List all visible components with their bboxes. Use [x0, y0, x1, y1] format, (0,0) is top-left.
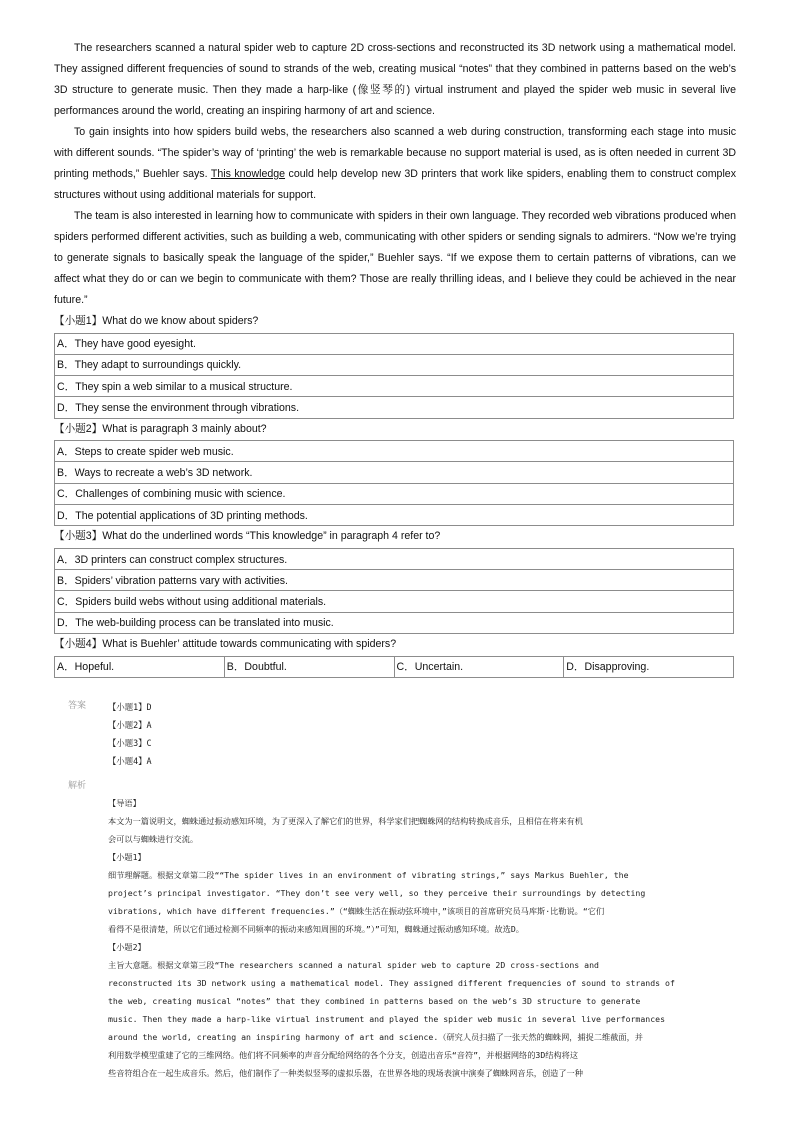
explanation-line: project’s principal investigator. “They don’t see very well, so they perceive their surroundings by detecting	[108, 888, 646, 898]
explanation-line: 看得不是很清楚，所以它们通过检测不同频率的振动来感知周围的环境。”）”可知，蜘蛛通过振动感知环境。故选D。	[108, 924, 524, 934]
explanation-line: music. Then they made a harp-like virtual instrument and played the spider web music in several live performances	[108, 1014, 666, 1024]
q3-option-d[interactable]: D．The web-building process can be translated into music.	[55, 612, 734, 633]
q1-option-a[interactable]: A．They have good eyesight.	[55, 333, 734, 354]
q4-option-c[interactable]: C．Uncertain.	[394, 656, 564, 677]
explanation-line: around the world, creating an inspiring harmony of art and science.（研究人员扫描了一张天然的蜘蛛网，捕捉二维截面，并	[108, 1032, 643, 1042]
q4-option-b[interactable]: B．Doubtful.	[224, 656, 394, 677]
answer-section	[68, 698, 728, 770]
passage-and-questions	[54, 38, 736, 678]
question-1-stem: 【小题1】What do we know about spiders?	[54, 315, 259, 327]
paragraph-2	[54, 122, 736, 206]
q3-option-b[interactable]: B．Spiders’ vibration patterns vary with activities.	[55, 570, 734, 591]
q4-option-a[interactable]: A．Hopeful.	[55, 656, 225, 677]
q1-option-d[interactable]: D．They sense the environment through vibrations.	[55, 397, 734, 418]
q2-option-b[interactable]: B．Ways to recreate a web’s 3D network.	[55, 462, 734, 483]
explanation-line: reconstructed its 3D network using a mathematical model. They assigned different frequencies of sound to strands of	[108, 978, 675, 988]
explanation-line: 【导语】	[108, 798, 141, 808]
explanation-line: vibrations, which have different frequencies.”（“蜘蛛生活在振动弦环境中，”该项目的首席研究员马库斯·比勒说。“它们	[108, 906, 605, 916]
q4-option-d[interactable]: D．Disapproving.	[564, 656, 734, 677]
answer-line: 【小题2】A	[108, 720, 152, 730]
q1-option-b[interactable]: B．They adapt to surroundings quickly.	[55, 354, 734, 375]
explanation-line: 利用数学模型重建了它的三维网络。他们将不同频率的声音分配给网络的各个分支，创造出音乐“音符”，并根据网络的3D结构将这	[108, 1050, 579, 1060]
q1-option-c[interactable]: C．They spin a web similar to a musical structure.	[55, 376, 734, 397]
answer-line: 【小题4】A	[108, 756, 152, 766]
explanation-line: 本文为一篇说明文，蜘蛛通过振动感知环境，为了更深入了解它们的世界，科学家们把蜘蛛网的结构转换成音乐，且相信在将来有机	[108, 816, 583, 826]
question-3-options	[54, 548, 734, 634]
question-2-stem: 【小题2】What is paragraph 3 mainly about?	[54, 422, 267, 435]
paragraph-1: The researchers scanned a natural spider web to capture 2D cross-sections and reconstructed its 3D network using a mathematical model. They assigned different frequencies of sound to strands of the web, creating musical “notes” that they combined in patterns based on the web’s 3D structure to generate music. Then they made a harp-like (像竖琴的) virtual instrument and played the spider web music in several live performances around the world, creating an inspiring harmony of art and science.	[54, 42, 736, 117]
question-1-options	[54, 333, 734, 419]
q2-option-c[interactable]: C．Challenges of combining music with science.	[55, 483, 734, 504]
answer-label: 答案	[68, 701, 87, 711]
explanation-line: 【小题2】	[108, 942, 146, 952]
explanation-line: 细节理解题。根据文章第二段““The spider lives in an environment of vibrating strings,” says Markus Buehler, the	[108, 870, 629, 880]
paragraph-3: The team is also interested in learning how to communicate with spiders in their own language. They recorded web vibrations produced when spiders performed different activities, such as building a web, communicating with other spiders or sending signals to admirers. “Now we’re trying to generate signals to basically speak the language of the spider,” Buehler says. “If we expose them to certain patterns of vibrations, can we affect what they do or can we begin to communicate with them? Those are really thrilling ideas, and I believe they could be achieved in the near future.”	[54, 210, 736, 306]
explanation-line: 【小题1】	[108, 852, 146, 862]
explanation-section	[68, 778, 728, 1082]
paragraph-2-before: To gain insights into how spiders build webs, the researchers also scanned a web during construction, transforming each stage into music with different sounds. “The spider’s way of ‘printing’ the web is remarkable because no support material is used, as is often needed in current 3D printing methods,” Buehler says.	[54, 126, 736, 180]
question-3-stem: 【小题3】What do the underlined words “This knowledge” in paragraph 4 refer to?	[54, 530, 441, 543]
explanation-line: the web, creating musical “notes” that they combined in patterns based on the web’s 3D structure to generate	[108, 996, 641, 1006]
q3-option-c[interactable]: C．Spiders build webs without using additional materials.	[55, 591, 734, 612]
question-4-stem: 【小题4】What is Buehler’ attitude towards communicating with spiders?	[54, 638, 397, 651]
underlined-this-knowledge: This knowledge	[210, 168, 286, 180]
explanation-label: 解析	[68, 781, 87, 791]
q2-option-d[interactable]: D．The potential applications of 3D printing methods.	[55, 505, 734, 526]
answer-line: 【小题3】C	[108, 738, 152, 748]
explanation-line: 些音符组合在一起生成音乐。然后，他们制作了一种类似竖琴的虚拟乐器，在世界各地的现场表演中演奏了蜘蛛网音乐，创造了一种	[108, 1068, 583, 1078]
paragraph-2-after: could help develop new 3D printers that work like spiders, enabling them to construct complex structures without using additional materials for support.	[54, 168, 736, 201]
answer-line: 【小题1】D	[108, 702, 152, 712]
q2-option-a[interactable]: A．Steps to create spider web music.	[55, 441, 734, 462]
q3-option-a[interactable]: A．3D printers can construct complex structures.	[55, 548, 734, 569]
question-4-options	[54, 656, 734, 678]
question-2-options	[54, 440, 734, 526]
explanation-line: 会可以与蜘蛛进行交流。	[108, 834, 199, 844]
explanation-line: 主旨大意题。根据文章第三段“The researchers scanned a natural spider web to capture 2D cross-sections and	[108, 960, 599, 970]
